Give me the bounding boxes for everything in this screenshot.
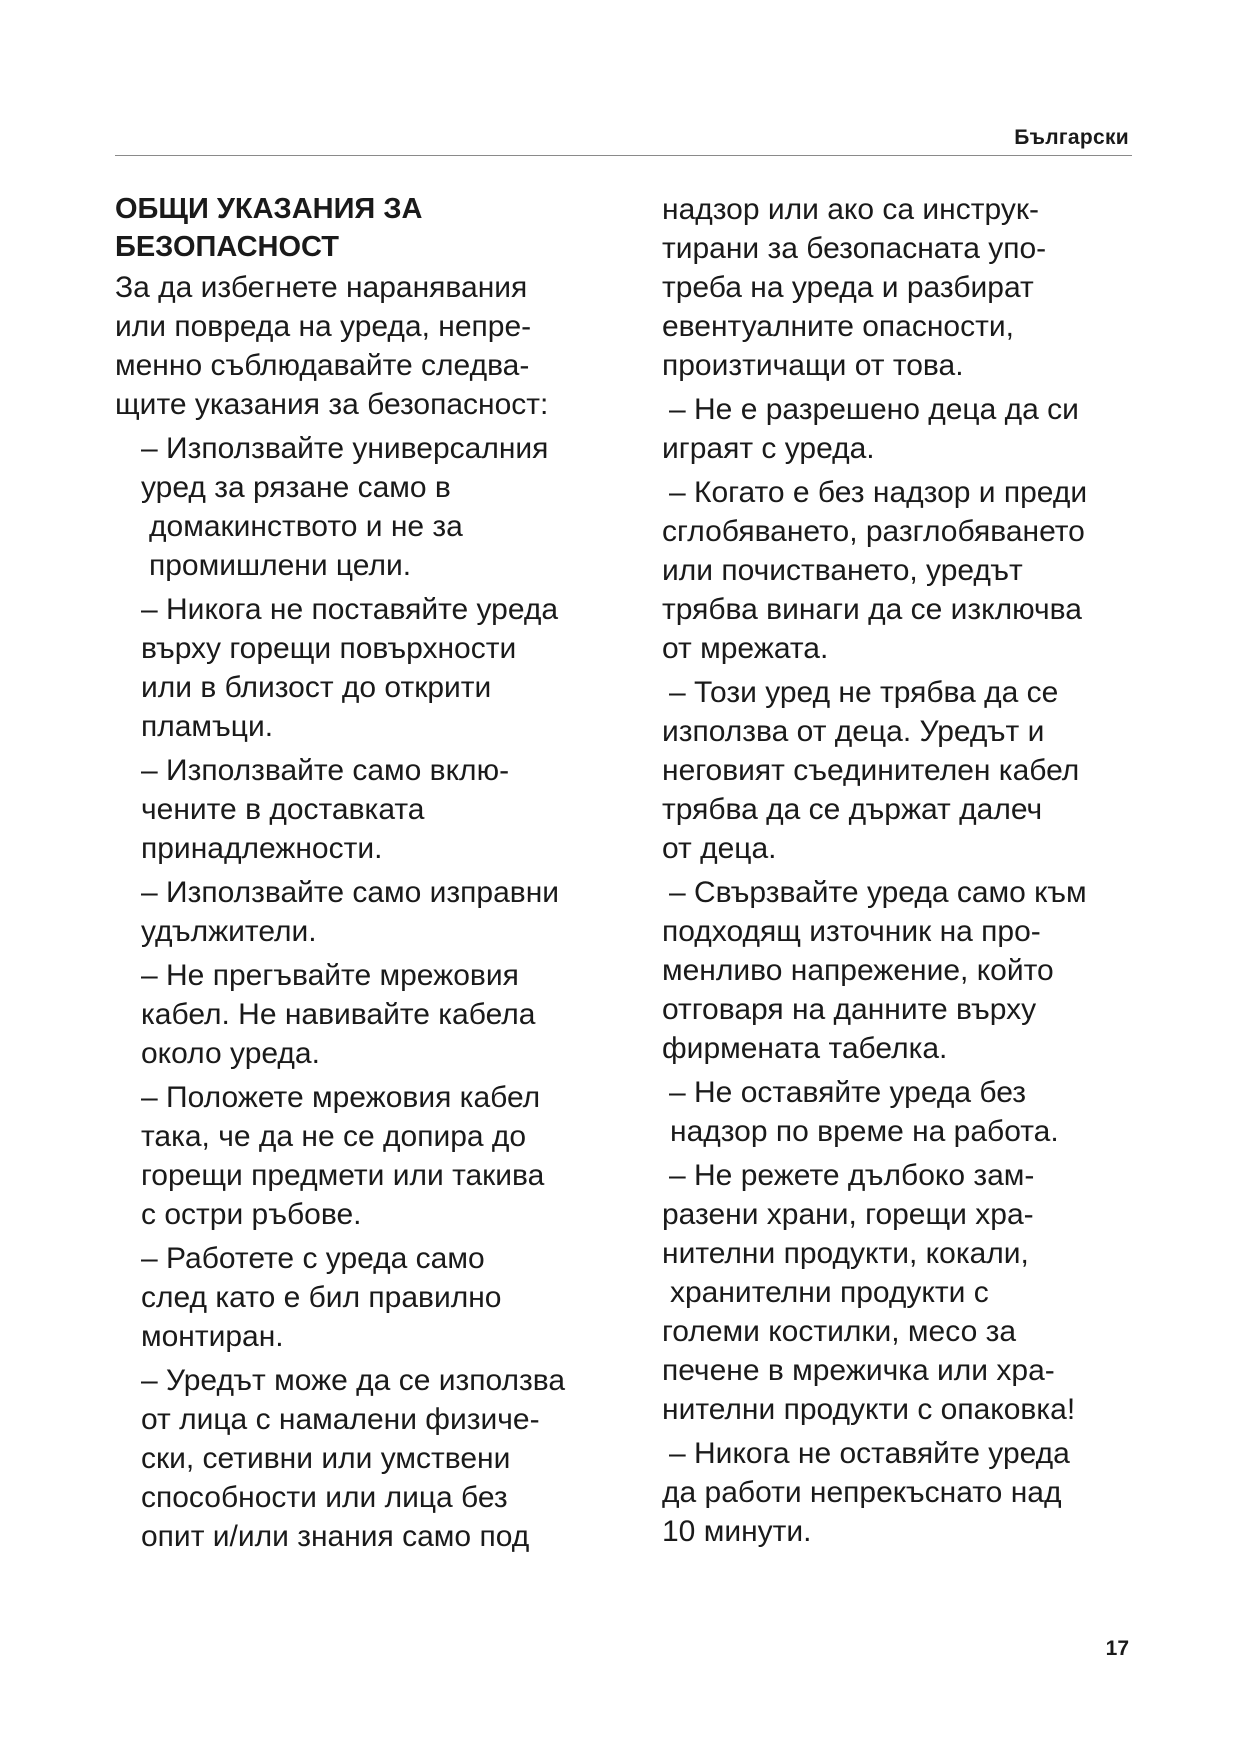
safety-line: играят с уреда. xyxy=(662,432,875,465)
safety-line: опит и/или знания само под xyxy=(141,1520,530,1553)
safety-line: с остри ръбове. xyxy=(141,1198,362,1231)
safety-line: менливо напрежение, който xyxy=(662,954,1054,987)
safety-item xyxy=(662,1156,1152,1429)
safety-line: трябва винаги да се изключва xyxy=(662,593,1082,626)
safety-line: така, че да не се допира до xyxy=(141,1120,527,1153)
intro-line: щите указания за безопасност: xyxy=(115,388,549,421)
safety-line: промишлени цели. xyxy=(149,549,412,582)
safety-item xyxy=(662,1434,1152,1551)
safety-line: около уреда. xyxy=(141,1037,320,1070)
safety-line: пламъци. xyxy=(141,710,274,743)
safety-line: – Не оставяйте уреда без xyxy=(669,1076,1027,1109)
left-column xyxy=(115,190,635,1556)
safety-line: – Не режете дълбоко зам- xyxy=(669,1159,1035,1192)
safety-item xyxy=(662,873,1152,1068)
safety-line: – Никога не поставяйте уреда xyxy=(141,593,559,626)
safety-line: монтиран. xyxy=(141,1320,284,1353)
safety-item xyxy=(115,1078,635,1234)
safety-item xyxy=(115,1361,635,1556)
safety-item xyxy=(662,1073,1152,1151)
safety-line: уред за рязане само в xyxy=(141,471,451,504)
safety-line: нителни продукти, кокали, xyxy=(662,1237,1029,1270)
intro-line: менно съблюдавайте следва- xyxy=(115,349,530,382)
safety-line: върху горещи повърхности xyxy=(141,632,517,665)
safety-line: домакинството и не за xyxy=(149,510,463,543)
safety-line: принадлежности. xyxy=(141,832,383,865)
safety-line: – Не прегъвайте мрежовия xyxy=(141,959,519,992)
safety-line: – Работете с уреда само xyxy=(141,1242,485,1275)
safety-line: ски, сетивни или умствени xyxy=(141,1442,511,1475)
header-divider xyxy=(115,155,1132,156)
safety-line: от деца. xyxy=(662,832,777,865)
safety-line: горещи предмети или такива xyxy=(141,1159,545,1192)
safety-line: нителни продукти с опаковка! xyxy=(662,1393,1076,1426)
safety-line: – Не е разрешено деца да си xyxy=(669,393,1079,426)
safety-line: разени храни, горещи хра- xyxy=(662,1198,1034,1231)
safety-item xyxy=(662,473,1152,668)
safety-line: треба на уреда и разбират xyxy=(662,271,1034,304)
safety-line: печене в мрежичка или хра- xyxy=(662,1354,1055,1387)
safety-line: надзор или ако са инструк- xyxy=(662,193,1039,226)
intro-line: За да избегнете наранявания xyxy=(115,271,528,304)
safety-line: – Никога не оставяйте уреда xyxy=(669,1437,1070,1470)
section-title-line: БЕЗОПАСНОСТ xyxy=(115,231,339,263)
safety-line: надзор по време на работа. xyxy=(670,1115,1059,1148)
safety-item xyxy=(115,873,635,951)
safety-line: сглобяването, разглобяването xyxy=(662,515,1085,548)
safety-line: фирмената табелка. xyxy=(662,1032,948,1065)
safety-line: използва от деца. Уредът и xyxy=(662,715,1045,748)
safety-item xyxy=(662,390,1152,468)
safety-line: произтичащи от това. xyxy=(662,349,964,382)
safety-line: – Положете мрежовия кабел xyxy=(141,1081,541,1114)
intro-line: или повреда на уреда, непре- xyxy=(115,310,532,343)
safety-line: удължители. xyxy=(141,915,317,948)
safety-line: големи костилки, месо за xyxy=(662,1315,1017,1348)
safety-line: хранителни продукти с xyxy=(670,1276,989,1309)
safety-line: тирани за безопасната упо- xyxy=(662,232,1047,265)
section-title xyxy=(115,190,635,266)
safety-line: от мрежата. xyxy=(662,632,829,665)
right-column xyxy=(662,190,1152,1551)
safety-line: отговаря на данните върху xyxy=(662,993,1037,1026)
safety-line: – Използвайте универсалния xyxy=(141,432,549,465)
safety-line: – Когато е без надзор и преди xyxy=(669,476,1088,509)
safety-line: от лица с намалени физиче- xyxy=(141,1403,540,1436)
safety-line: евентуалните опасности, xyxy=(662,310,1014,343)
safety-line: трябва да се държат далеч xyxy=(662,793,1043,826)
safety-line: подходящ източник на про- xyxy=(662,915,1041,948)
safety-line: да работи непрекъснато над xyxy=(662,1476,1062,1509)
safety-item xyxy=(115,1239,635,1356)
section-title-line: ОБЩИ УКАЗАНИЯ ЗА xyxy=(115,193,423,225)
header-language-label: Български xyxy=(1014,126,1129,149)
safety-item xyxy=(115,751,635,868)
safety-line: – Използвайте само вклю- xyxy=(141,754,510,787)
page-number: 17 xyxy=(1105,1637,1129,1660)
intro-paragraph xyxy=(115,268,635,424)
safety-item xyxy=(662,190,1152,385)
safety-line: чените в доставката xyxy=(141,793,425,826)
safety-item xyxy=(115,429,635,585)
safety-line: неговият съединителен кабел xyxy=(662,754,1080,787)
safety-line: – Свързвайте уреда само към xyxy=(669,876,1087,909)
safety-line: 10 минути. xyxy=(662,1515,812,1548)
safety-line: след като е бил правилно xyxy=(141,1281,502,1314)
safety-line: способности или лица без xyxy=(141,1481,508,1514)
safety-item xyxy=(115,590,635,746)
safety-line: или почистването, уредът xyxy=(662,554,1023,587)
safety-item xyxy=(115,956,635,1073)
safety-line: или в близост до открити xyxy=(141,671,492,704)
safety-item xyxy=(662,673,1152,868)
safety-line: – Уредът може да се използва xyxy=(141,1364,566,1397)
safety-line: – Използвайте само изправни xyxy=(141,876,560,909)
safety-line: кабел. Не навивайте кабела xyxy=(141,998,536,1031)
safety-line: – Този уред не трябва да се xyxy=(669,676,1059,709)
